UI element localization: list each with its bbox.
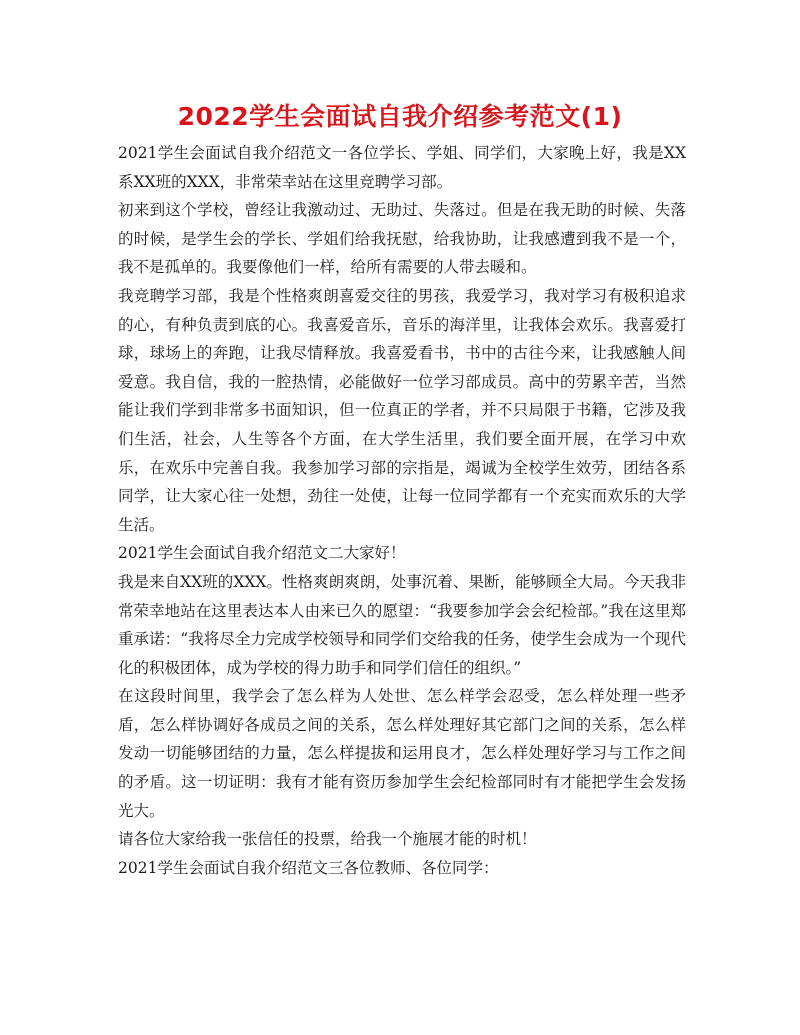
document-title: 2022学生会面试自我介绍参考范文(1) — [177, 102, 623, 131]
paragraph-6: 在这段时间里，我学会了怎么样为人处世、怎么样学会忍受，怎么样处理一些矛盾，怎么样协调好各成员之间的关系，怎么样处理好其它部门之间的关系，怎么样发动一切能够团结的力量，怎么样提拔和运用良才，怎么样处理好学习与工作之间的矛盾。这一切证明：我有才能有资历参加学生会纪检部同时有才能把学生会发扬光大。 — [118, 687, 686, 820]
paragraph-5: 我是来自XX班的XXX。性格爽朗爽朗，处事沉着、果断，能够顾全大局。今天我非常荣幸地站在这里表达本人由来已久的愿望：“我要参加学会会纪检部。”我在这里郑重承诺：“我将尽全力完成学校领导和同学们交给我的任务，使学生会成为一个现代化的积极团体，成为学校的得力助手和同学们信任的组织。” — [118, 572, 686, 677]
paragraph-8: 2021学生会面试自我介绍范文三各位教师、各位同学： — [118, 858, 499, 877]
document-body — [118, 139, 686, 882]
paragraph-7: 请各位大家给我一张信任的投票，给我一个施展才能的时机！ — [118, 830, 537, 849]
paragraph-2: 初来到这个学校，曾经让我激动过、无助过、失落过。但是在我无助的时候、失落的时候，是学生会的学长、学姐们给我抚慰，给我协助，让我感遭到我不是一个，我不是孤单的。我要像他们一样，给所有需要的人带去暖和。 — [118, 201, 686, 277]
paragraph-1: 2021学生会面试自我介绍范文一各位学长、学姐、同学们，大家晚上好，我是XX系XX班的XXX，非常荣幸站在这里竞聘学习部。 — [118, 144, 686, 191]
paragraph-3: 我竞聘学习部，我是个性格爽朗喜爱交往的男孩，我爱学习，我对学习有极积追求的心，有种负责到底的心。我喜爱音乐，音乐的海洋里，让我体会欢乐。我喜爱打球，球场上的奔跑，让我尽情释放。我喜爱看书，书中的古往今来，让我感触人间爱意。我自信，我的一腔热情，必能做好一位学习部成员。高中的劳累辛苦，当然能让我们学到非常多书面知识，但一位真正的学者，并不只局限于书籍，它涉及我们生活，社会，人生等各个方面，在大学生活里，我们要全面开展，在学习中欢乐，在欢乐中完善自我。我参加学习部的宗指是，竭诚为全校学生效劳，团结各系同学，让大家心往一处想，劲往一处使，让每一位同学都有一个充实而欢乐的大学生活。 — [118, 286, 686, 534]
paragraph-4: 2021学生会面试自我介绍范文二大家好！ — [118, 544, 406, 563]
